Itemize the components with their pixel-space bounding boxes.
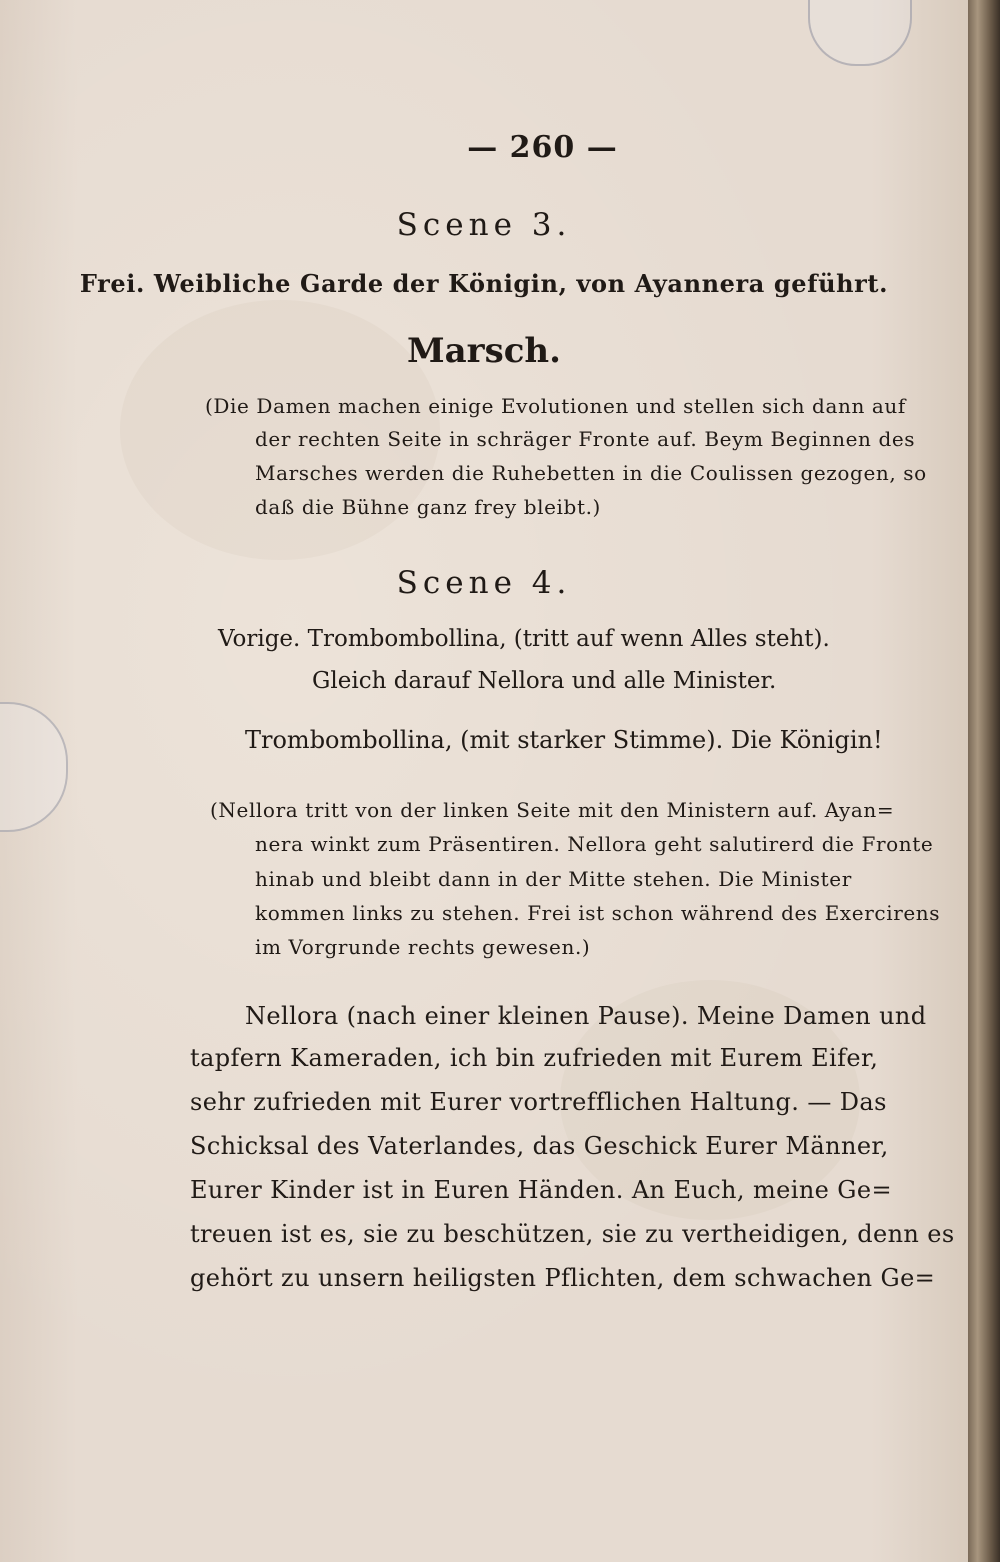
paper-clip-left xyxy=(0,702,68,832)
scene-3-heading: Scene 3. xyxy=(396,207,572,243)
scene-3-stage-direction-line: der rechten Seite in schräger Fronte auf. Beym Beginnen des xyxy=(255,427,916,451)
scene-3-cast: Frei. Weibliche Garde der Königin, von Ayannera geführt. xyxy=(79,269,889,298)
scene-4-speech-trombombollina: Trombombollina, (mit starker Stimme). Die Königin! xyxy=(245,726,883,754)
scene-4-cast-line: Gleich darauf Nellora und alle Minister. xyxy=(312,668,777,694)
page-number: — 260 — xyxy=(467,130,618,165)
nellora-speech-line: tapfern Kameraden, ich bin zufrieden mit Eurem Eifer, xyxy=(190,1044,879,1072)
nellora-speech-line: Eurer Kinder ist in Euren Händen. An Euch, meine Ge= xyxy=(190,1176,892,1204)
scene-4-stage-direction-line: nera winkt zum Präsentiren. Nellora geht salutirerd die Fronte xyxy=(255,832,934,856)
scene-4-stage-direction-line: im Vorgrunde rechts gewesen.) xyxy=(255,935,591,959)
nellora-speech-line: Schicksal des Vaterlandes, das Geschick Eurer Männer, xyxy=(190,1132,889,1160)
scene-3-stage-direction-line: Marsches werden die Ruhebetten in die Coulissen gezogen, so xyxy=(255,461,927,485)
scene-4-stage-direction-line: (Nellora tritt von der linken Seite mit den Ministern auf. Ayan= xyxy=(210,798,895,822)
nellora-speech-line: gehört zu unsern heiligsten Pflichten, dem schwachen Ge= xyxy=(190,1264,936,1292)
nellora-speech-line: sehr zufrieden mit Eurer vortrefflichen Haltung. — Das xyxy=(190,1088,887,1116)
book-spine-edge xyxy=(968,0,1000,1562)
paper-clip-top xyxy=(808,0,912,66)
scene-4-stage-direction-line: kommen links zu stehen. Frei ist schon während des Exercirens xyxy=(255,901,941,925)
scene-3-stage-direction-line: (Die Damen machen einige Evolutionen und stellen sich dann auf xyxy=(205,394,906,418)
scene-3-music-cue: Marsch. xyxy=(407,331,561,371)
scene-4-stage-direction-line: hinab und bleibt dann in der Mitte stehen. Die Minister xyxy=(255,867,852,891)
scene-4-heading: Scene 4. xyxy=(396,565,572,601)
scene-3-stage-direction-line: daß die Bühne ganz frey bleibt.) xyxy=(255,495,601,519)
nellora-speech-line: treuen ist es, sie zu beschützen, sie zu vertheidigen, denn es xyxy=(190,1220,955,1248)
scene-4-cast-line: Vorige. Trombombollina, (tritt auf wenn Alles steht). xyxy=(218,626,830,652)
nellora-speech-line: Nellora (nach einer kleinen Pause). Meine Damen und xyxy=(245,1002,927,1030)
